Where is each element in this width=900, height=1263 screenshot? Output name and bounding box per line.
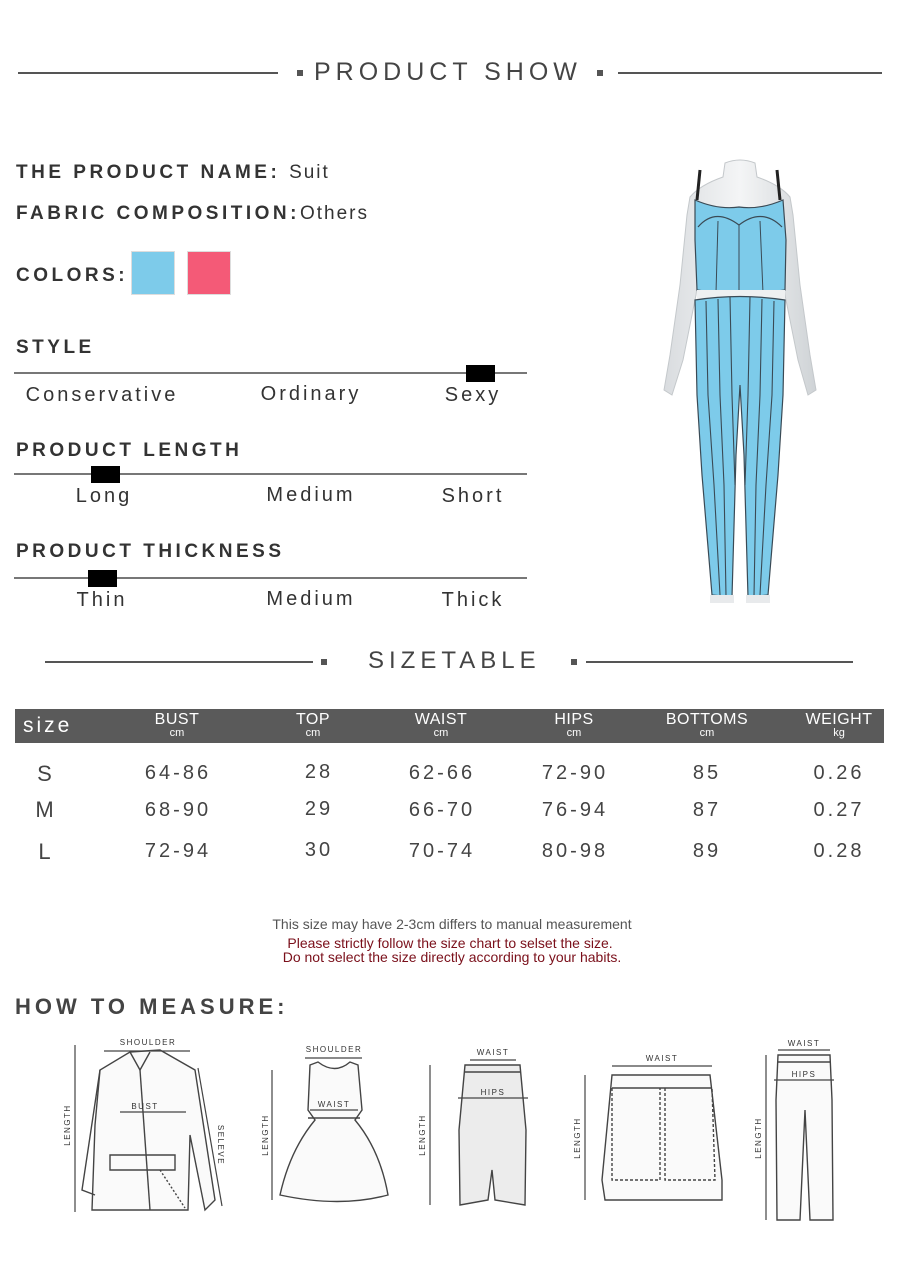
size-table-header [15,709,884,743]
length-option-long: Long [75,485,133,507]
jacket-bust-label: BUST [131,1102,159,1111]
length-option-medium: Medium [266,484,356,506]
style-title: STYLE [16,337,95,358]
sizetable-rule-right [586,661,853,663]
size-warning-2: Do not select the size directly according to your habits. [282,949,622,965]
table-cell: 66-70 [408,799,476,821]
dress-diagram [272,1058,388,1202]
dress-shoulder-label: SHOULDER [305,1045,363,1054]
table-cell: 0.26 [813,762,865,784]
table-cell: 87 [692,799,722,821]
header-bullet-left [297,70,303,76]
header-bullet-right [597,70,603,76]
table-cell: 28 [304,761,334,783]
skirt-waist-label: WAIST [476,1048,510,1057]
header-rule-left [18,72,278,74]
sizetable-rule-left [45,661,313,663]
measure-diagrams [0,1030,900,1230]
table-cell: 30 [304,839,334,861]
column-header-hips: HIPS cm [554,711,594,739]
thickness-option-medium: Medium [266,588,356,610]
column-header-waist: WAIST cm [414,711,468,739]
jacket-shoulder-label: SHOULDER [119,1038,177,1047]
dress-length-label: LENGTH [261,1114,270,1156]
size-warning-1: Please strictly follow the size chart to selset the size. [287,935,613,951]
size-column-header: size [23,714,73,737]
table-cell: 72-90 [541,762,609,784]
size-note: This size may have 2-3cm differs to manual measurement [272,916,632,932]
shorts-waist-label: WAIST [645,1054,679,1063]
table-cell: 70-74 [408,840,476,862]
skirt-diagram [430,1060,528,1205]
table-cell: 76-94 [541,799,609,821]
sizetable-bullet-right [571,659,577,665]
colors-label: COLORS: [16,265,129,286]
fabric-row [16,203,369,225]
jacket-length-label: LENGTH [63,1104,72,1146]
style-option-ordinary: Ordinary [260,383,362,405]
sizetable-bullet-left [321,659,327,665]
how-to-measure-title: HOW TO MEASURE: [15,994,289,1019]
thickness-marker [88,570,117,587]
pants-waist-label: WAIST [787,1039,821,1048]
pants-hips-label: HIPS [791,1070,817,1079]
sizetable-title: SIZETABLE [368,647,541,674]
style-option-conservative: Conservative [25,384,179,406]
skirt-hips-label: HIPS [480,1088,506,1097]
color-swatch-pink[interactable] [187,251,231,295]
crop-top [695,200,786,294]
table-cell: 72-94 [144,840,212,862]
column-header-weight: WEIGHT kg [805,711,873,739]
table-cell: 64-86 [144,762,212,784]
pants-length-label: LENGTH [754,1117,763,1159]
jacket-diagram [75,1045,222,1212]
fabric-value: Others [299,203,369,224]
style-marker [466,365,495,382]
dress-waist-label: WAIST [317,1100,351,1109]
table-cell: 0.27 [813,799,865,821]
style-scale-line [14,372,527,374]
fabric-label: FABRIC COMPOSITION: [16,203,300,224]
product-name-row [16,162,330,184]
column-header-bottoms: BOTTOMS cm [665,711,749,739]
table-cell: 68-90 [144,799,212,821]
skirt-length-label: LENGTH [418,1114,427,1156]
length-marker [91,466,120,483]
size-cell: L [38,839,54,864]
product-name-label: THE PRODUCT NAME: [16,162,281,183]
table-cell: 80-98 [541,840,609,862]
leggings [695,297,785,598]
thickness-option-thick: Thick [441,589,505,611]
table-cell: 85 [692,762,722,784]
table-cell: 62-66 [408,762,476,784]
style-option-sexy: Sexy [444,384,502,406]
table-cell: 89 [692,840,722,862]
column-header-bust: BUST cm [154,711,200,739]
length-option-short: Short [441,485,505,507]
length-title: PRODUCT LENGTH [16,440,243,461]
color-swatch-blue[interactable] [131,251,175,295]
table-cell: 29 [304,798,334,820]
product-photo [640,155,840,615]
product-name-value: Suit [289,162,330,183]
size-cell: S [37,761,55,786]
shorts-diagram [585,1066,722,1200]
shorts-length-label: LENGTH [573,1117,582,1159]
page-title: PRODUCT SHOW [314,58,582,86]
thickness-title: PRODUCT THICKNESS [16,541,285,562]
jacket-sleeve-label: SELEVE [216,1124,225,1166]
header-rule-right [618,72,882,74]
column-header-top: TOP cm [295,711,331,739]
thickness-option-thin: Thin [76,589,128,611]
table-cell: 0.28 [813,840,865,862]
size-cell: M [35,797,57,822]
